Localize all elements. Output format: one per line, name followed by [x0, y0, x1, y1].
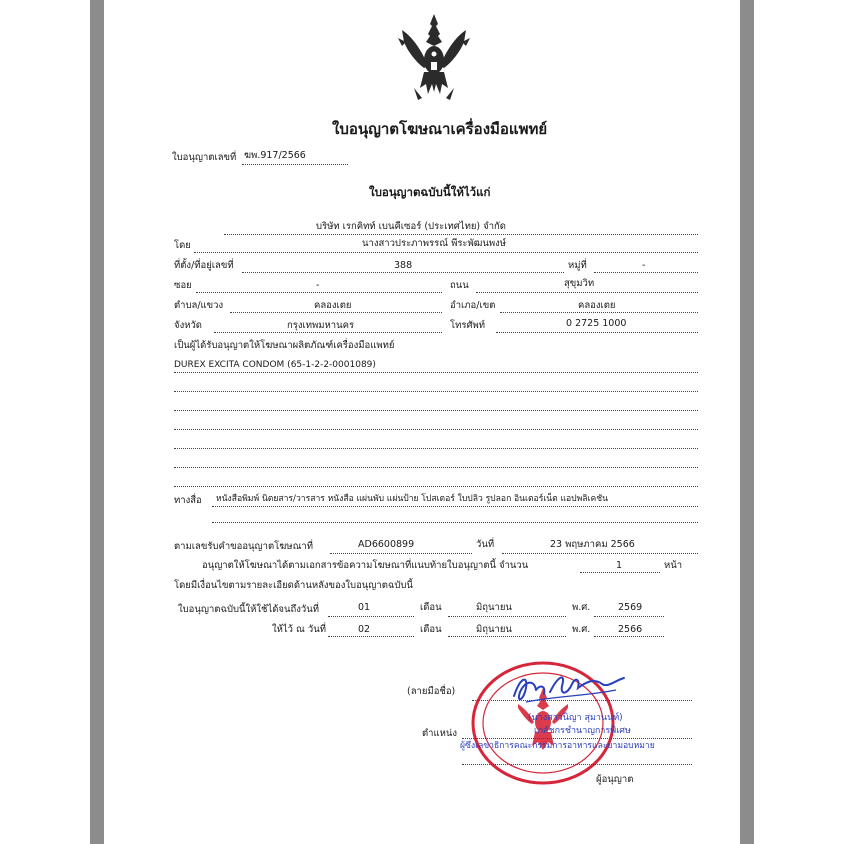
signer-office: ผู้ซึ่งเลขาธิการคณะกรรมการอาหารและยามอบหมาย: [460, 741, 655, 751]
phone-label: โทรศัพท์: [450, 320, 486, 331]
valid-year-label: พ.ศ.: [572, 602, 591, 613]
province-value: กรุงเทพมหานคร: [287, 320, 355, 331]
valid-day-value: 01: [358, 602, 371, 613]
license-no-label: ใบอนุญาตเลขที่: [172, 152, 237, 163]
issued-label: ให้ไว้ ณ วันที่: [272, 624, 326, 635]
request-no-value: AD6600899: [358, 539, 415, 550]
garuda-emblem-icon: [394, 12, 474, 104]
product-line-3: [174, 410, 698, 411]
valid-year-value: 2569: [618, 602, 643, 613]
issued-year-line: [594, 636, 664, 637]
document-title: ใบอนุญาตโฆษณาเครื่องมือแพทย์: [332, 120, 548, 138]
signer-name: (นางสาวนิญา สุมานนท์): [528, 713, 623, 723]
valid-label: ใบอนุญาตฉบับนี้ให้ใช้ได้จนถึงวันที่: [178, 604, 319, 615]
document-subtitle: ใบอนุญาตฉบับนี้ให้ไว้แก่: [369, 185, 491, 199]
subdistrict-label: ตำบล/แขวง: [174, 300, 224, 311]
attach-text: อนุญาตให้โฆษณาได้ตามเอกสารข้อความโฆษณาที่แนบท้ายใบอนุญาตนี้ จำนวน: [202, 560, 529, 571]
district-line: [500, 312, 698, 313]
media-value: หนังสือพิมพ์ นิตยสาร/วารสาร หนังสือ แผ่นพับ แผ่นป้าย โปสเตอร์ ใบปลิว รูปลอก อินเตอร์เน็ต แอปพลิเคชัน: [216, 494, 608, 504]
license-no-value: ฆพ.917/2566: [244, 150, 306, 161]
attach-count-line: [580, 572, 660, 573]
company-name: บริษัท เรกคิทท์ เบนคีเซอร์ (ประเทศไทย) จำกัด: [316, 221, 506, 232]
subdistrict-line: [230, 312, 442, 313]
issued-month-line: [448, 636, 566, 637]
product-value: DUREX EXCITA CONDOM (65-1-2-2-0001089): [174, 360, 376, 370]
signer-title: เภสัชกรชำนาญการพิเศษ: [534, 726, 631, 736]
district-label: อำเภอ/เขต: [450, 300, 496, 311]
right-scan-border: [740, 0, 754, 844]
road-line: [476, 292, 698, 293]
by-label: โดย: [174, 240, 191, 251]
request-date-label: วันที่: [476, 539, 495, 550]
issued-month-value: มิถุนายน: [476, 624, 512, 635]
request-label: ตามเลขรับคำขออนุญาตโฆษณาที่: [174, 541, 313, 552]
left-scan-border: [90, 0, 104, 844]
soi-label: ซอย: [174, 280, 192, 291]
position-line-2: [462, 764, 692, 765]
valid-month-label: เดือน: [420, 602, 442, 613]
valid-year-line: [594, 616, 664, 617]
company-line: [224, 234, 698, 235]
product-line-2: [174, 391, 698, 392]
district-value: คลองเตย: [578, 300, 616, 311]
issued-day-line: [328, 636, 414, 637]
issued-year-value: 2566: [618, 624, 643, 635]
page-unit: หน้า: [664, 560, 683, 571]
soi-line: [196, 292, 442, 293]
moo-line: [594, 272, 698, 273]
licensor-label: ผู้อนุญาต: [596, 774, 634, 785]
issued-day-value: 02: [358, 624, 371, 635]
product-line-4: [174, 429, 698, 430]
license-document: [104, 0, 736, 844]
signature-icon: [506, 666, 636, 708]
product-line-6: [174, 467, 698, 468]
by-person-value: นางสาวประภาพรรณ์ พีระพัฒนพงษ์: [362, 238, 507, 249]
address-label: ที่ตั้ง/ที่อยู่เลขที่: [174, 260, 234, 271]
address-line: [242, 272, 564, 273]
media-line-2: [212, 522, 698, 523]
valid-month-line: [448, 616, 566, 617]
phone-value: 0 2725 1000: [566, 318, 627, 329]
request-date-value: 23 พฤษภาคม 2566: [550, 539, 635, 550]
product-line-1: [174, 372, 698, 373]
moo-value: -: [642, 260, 646, 271]
attach-count-value: 1: [616, 560, 623, 571]
valid-month-value: มิถุนายน: [476, 602, 512, 613]
road-label: ถนน: [450, 280, 469, 291]
position-line-1: [462, 738, 692, 739]
issued-month-label: เดือน: [420, 624, 442, 635]
condition-text: โดยมีเงื่อนไขตามรายละเอียดด้านหลังของใบอนุญาตฉบับนี้: [174, 580, 413, 591]
subdistrict-value: คลองเตย: [314, 300, 352, 311]
phone-line: [496, 332, 698, 333]
road-value: สุขุมวิท: [564, 278, 595, 289]
issued-year-label: พ.ศ.: [572, 624, 591, 635]
permit-statement: เป็นผู้ได้รับอนุญาตให้โฆษณาผลิตภัณฑ์เครื่องมือแพทย์: [174, 340, 395, 351]
moo-label: หมู่ที่: [568, 260, 587, 271]
request-date-line: [502, 553, 698, 554]
media-label: ทางสื่อ: [174, 495, 202, 506]
media-line-1: [212, 506, 698, 507]
by-line: [194, 252, 698, 253]
product-line-5: [174, 448, 698, 449]
province-line: [214, 332, 442, 333]
request-no-line: [330, 553, 472, 554]
product-line-7: [174, 486, 698, 487]
license-no-line: [242, 164, 348, 165]
valid-day-line: [328, 616, 414, 617]
address-no-value: 388: [394, 260, 413, 271]
province-label: จังหวัด: [174, 320, 202, 331]
signature-line: [472, 700, 692, 701]
position-label: ตำแหน่ง: [422, 728, 458, 739]
signature-label: (ลายมือชื่อ): [407, 686, 456, 697]
soi-value: -: [316, 280, 320, 291]
